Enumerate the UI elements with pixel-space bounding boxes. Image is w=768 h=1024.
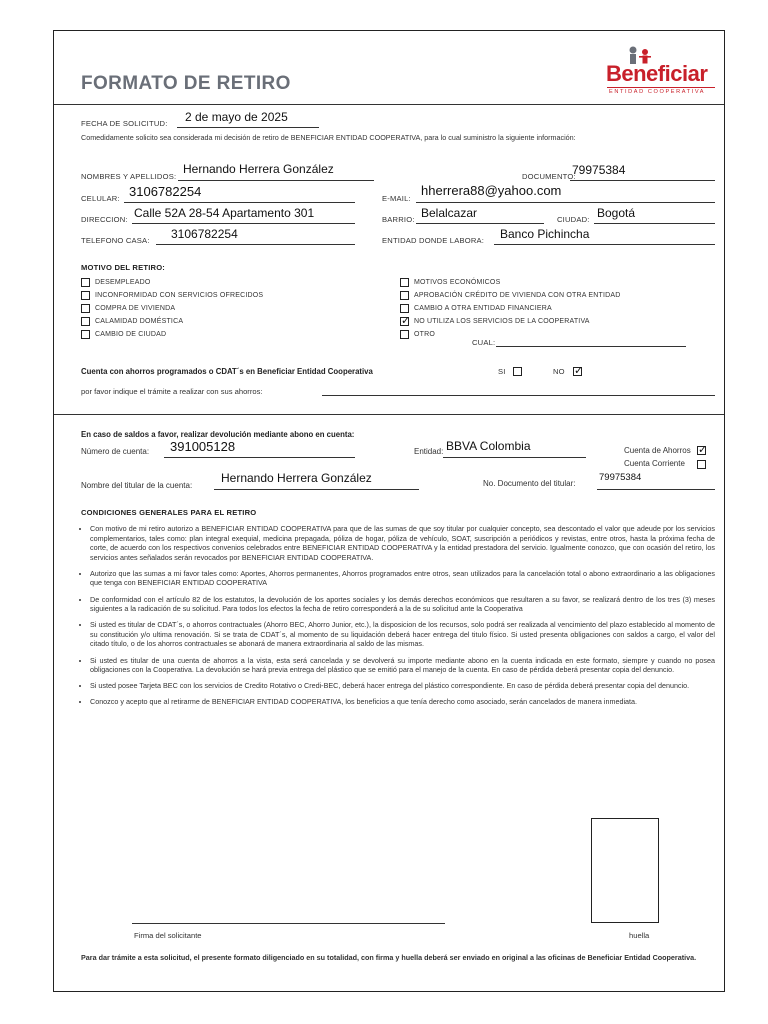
- intro-text: Comedidamente solicito sea considerada mi decisión de retiro de BENEFICIAR ENTIDAD COOPERATIVA, para lo cual suministro la siguiente información:: [81, 133, 576, 142]
- city-value[interactable]: Bogotá: [597, 206, 636, 220]
- date-label: FECHA DE SOLICITUD:: [81, 119, 168, 128]
- barrio-value[interactable]: Belalcazar: [421, 206, 478, 220]
- entity-value[interactable]: BBVA Colombia: [446, 439, 531, 453]
- ahorros-question: Cuenta con ahorros programados o CDAT´s en Beneficiar Entidad Cooperativa: [81, 367, 373, 376]
- logo-subtitle: ENTIDAD COOPERATIVA: [609, 89, 706, 95]
- document-value[interactable]: 79975384: [572, 163, 626, 177]
- motivo-right-option-label: MOTIVOS ECONÓMICOS: [414, 278, 501, 286]
- fingerprint-box[interactable]: [591, 818, 659, 923]
- names-label: NOMBRES Y APELLIDOS:: [81, 172, 177, 181]
- si-label: SI: [498, 367, 506, 376]
- motivo-left-option-label: INCONFORMIDAD CON SERVICIOS OFRECIDOS: [95, 291, 264, 299]
- motivo-right-option-label: APROBACIÓN CRÉDITO DE VIVIENDA CON OTRA ENTIDAD: [414, 291, 621, 299]
- city-label: CIUDAD:: [557, 215, 590, 224]
- holder-label: Nombre del titular de la cuenta:: [81, 481, 193, 490]
- tramite-input-line[interactable]: [322, 395, 715, 396]
- signature-line[interactable]: [132, 923, 445, 924]
- motivo-right-option-checkbox[interactable]: ✓: [401, 315, 411, 327]
- motivo-left-option-checkbox[interactable]: [81, 291, 90, 300]
- condition-item: • Conozco y acepto que al retirarme de BENEFICIAR ENTIDAD COOPERATIVA, los beneficios a que tenía derecho como asociado, serán cancelados de manera inmediata.: [90, 697, 715, 707]
- condition-item: • Autorizo que las sumas a mi favor tales como: Aportes, Ahorros permanentes, Ahorros programados entre otros, sean utilizados para la cancelación total o abono extraordinario a las obligaciones que tenga con BENEFICIAR ENTIDAD COOPERATIVA: [90, 569, 715, 588]
- fingerprint-label: huella: [629, 931, 650, 940]
- cell-value[interactable]: 3106782254: [129, 184, 202, 199]
- si-checkbox[interactable]: [513, 367, 522, 376]
- motivo-left-option-label: CAMBIO DE CIUDAD: [95, 330, 167, 338]
- current-label: Cuenta Corriente: [624, 459, 685, 468]
- motivo-right-option-label: NO UTILIZA LOS SERVICIOS DE LA COOPERATIVA: [414, 317, 590, 325]
- no-checkbox[interactable]: ✓: [574, 365, 584, 377]
- holder-doc-value[interactable]: 79975384: [599, 472, 642, 483]
- condition-item: • Si usted es titular de una cuenta de ahorros a la vista, esta será cancelada y se devolverá su importe mediante abono en la cuenta indicada en este formato, siempre y cuando no posea obligaciones con la Cooperativa. La devolución se hará previa entrega del plástico que se emitió para el manejo de la cuenta. En caso de pérdida deberá presentar copia del denuncio.: [90, 656, 715, 675]
- devolucion-title: En caso de saldos a favor, realizar devolución mediante abono en cuenta:: [81, 430, 355, 439]
- no-label: NO: [553, 367, 565, 376]
- logo-wordmark: Beneficiar: [606, 61, 708, 86]
- motivo-right-option-checkbox[interactable]: [400, 291, 409, 300]
- address-label: DIRECCION:: [81, 215, 128, 224]
- motivo-right-option-checkbox[interactable]: [400, 304, 409, 313]
- email-value[interactable]: hherrera88@yahoo.com: [421, 183, 562, 198]
- motivo-right-option-label: OTRO: [414, 330, 436, 338]
- tramite-label: por favor indique el trámite a realizar con sus ahorros:: [81, 387, 263, 396]
- current-checkbox[interactable]: [697, 460, 706, 469]
- phone-label: TELEFONO CASA:: [81, 236, 150, 245]
- motivo-left-option-checkbox[interactable]: [81, 330, 90, 339]
- condition-item: • Con motivo de mi retiro autorizo a BENEFICIAR ENTIDAD COOPERATIVA para que de las sumas de que soy titular por cualquier concepto, sea descontado el valor que adeude por los servicios complementarios, tales como: plan integral exequial, medicina prepagada, póliza de hogar, póliza de vehículo, SOAT, suscripción a periódicos y revistas, entre otros, hasta la próxima fecha de corte, de acuerdo con los respectivos convenios celebrados entre BENEFICIAR ENTIDAD COOPERATIVA y la entidad prestadora del servicio. Igualmente conozco, que con ocasión del retiro, los servicios antes señalados serán revocados por BENEFICIAR ENTIDAD COOPERATIVA.: [90, 524, 715, 562]
- savings-label: Cuenta de Ahorros: [624, 446, 691, 455]
- conditions-title: CONDICIONES GENERALES PARA EL RETIRO: [81, 508, 257, 517]
- motivo-right-option-checkbox[interactable]: [400, 330, 409, 339]
- holder-value[interactable]: Hernando Herrera González: [221, 471, 372, 485]
- address-value[interactable]: Calle 52A 28-54 Apartamento 301: [134, 206, 315, 220]
- condition-item: • Si usted es titular de CDAT´s, o ahorros contractuales (Ahorro BEC, Ahorro Junior, etc.), la disposicion de los recursos, solo podrá ser realizada al vencimiento del plazo establecido al momento de su constitución y/o ultima renovación. Si se trata de CDAT´s, al momento de su liquidación deberá hacer entrega del titulo físico. Si usted presenta obligaciones con saldos a cargo, el valor del citado título, o de los ahorros contractuales se abonará de manera extraordinaria al saldo de las mismas.: [90, 620, 715, 649]
- cell-label: CELULAR:: [81, 194, 120, 203]
- form-frame: [53, 30, 725, 992]
- savings-checkbox[interactable]: ✓: [698, 444, 708, 456]
- document-label: DOCUMENTO:: [522, 172, 576, 181]
- motivo-left-option-label: CALAMIDAD DOMÉSTICA: [95, 317, 184, 325]
- signature-label: Firma del solicitante: [134, 931, 202, 940]
- company-logo: [606, 45, 718, 99]
- motivo-left-option-label: COMPRA DE VIVIENDA: [95, 304, 176, 312]
- cual-label: CUAL:: [472, 338, 496, 347]
- motivo-title: MOTIVO DEL RETIRO:: [81, 263, 166, 272]
- motivo-left-option-checkbox[interactable]: [81, 317, 90, 326]
- motivo-right-option-checkbox[interactable]: [400, 278, 409, 287]
- condition-item: • De conformidad con el artículo 82 de los estatutos, la devolución de los aportes sociales y los demás derechos económicos que resultaren a su favor, se realizará dentro de los tres (3) meses siguientes a la radicación de su solicitud. Para todos los efectos la fecha de retiro corresponderá a la de su solicitud ante la Cooperativa: [90, 595, 715, 614]
- date-value[interactable]: 2 de mayo de 2025: [185, 110, 288, 124]
- motivo-left-option-label: DESEMPLEADO: [95, 278, 151, 286]
- cual-input-line[interactable]: [496, 346, 686, 347]
- holder-doc-label: No. Documento del titular:: [483, 479, 576, 488]
- entity-label: Entidad:: [414, 447, 444, 456]
- motivo-right-option-label: CAMBIO A OTRA ENTIDAD FINANCIERA: [414, 304, 552, 312]
- footer-note: Para dar trámite a esta solicitud, el presente formato diligenciado en su totalidad, con firma y huella deberá ser enviado en original a las oficinas de Beneficiar Entidad Cooperativa.: [81, 953, 697, 962]
- phone-value[interactable]: 3106782254: [171, 227, 238, 241]
- email-label: E-MAIL:: [382, 194, 411, 203]
- account-value[interactable]: 391005128: [170, 439, 236, 454]
- motivo-left-option-checkbox[interactable]: [81, 278, 90, 287]
- work-label: ENTIDAD DONDE LABORA:: [382, 236, 485, 245]
- condition-item: • Si usted posee Tarjeta BEC con los servicios de Credito Rotativo o Credi-BEC, deberá hacer entrega del plástico correspondiente. En caso de pérdida deberá presentar copia del denuncio.: [90, 681, 715, 691]
- barrio-label: BARRIO:: [382, 215, 415, 224]
- conditions-list: [70, 524, 715, 713]
- work-value[interactable]: Banco Pichincha: [500, 227, 590, 241]
- account-label: Número de cuenta:: [81, 447, 150, 456]
- motivo-left-option-checkbox[interactable]: [81, 304, 90, 313]
- page-title: FORMATO DE RETIRO: [81, 73, 291, 94]
- names-value[interactable]: Hernando Herrera González: [183, 162, 334, 176]
